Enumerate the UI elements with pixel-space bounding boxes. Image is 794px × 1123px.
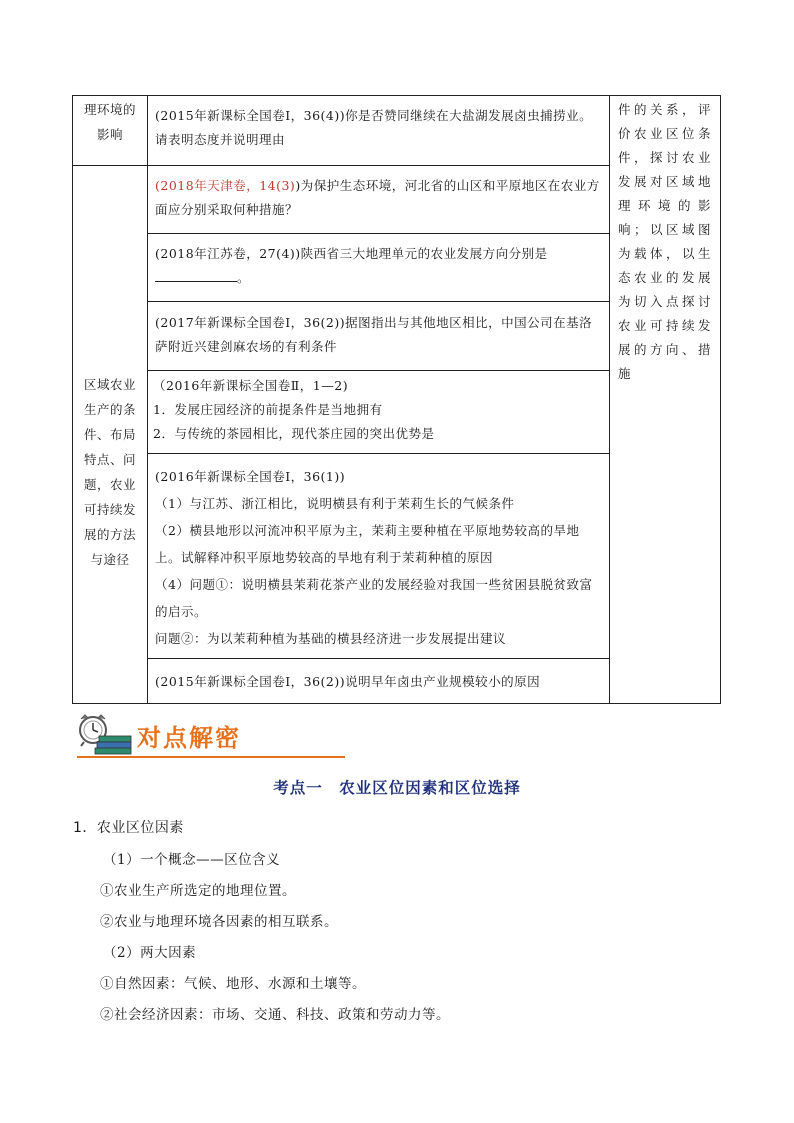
row-divider: [147, 453, 610, 454]
content-line: ②社会经济因素：市场、交通、科技、政策和劳动力等。: [100, 1007, 450, 1023]
question-text: )为保护生态环境，河北省的山区和平原地区在农业方面应分别采取何种措施？: [155, 178, 600, 217]
content-line: ①农业生产所选定的地理位置。: [100, 883, 296, 899]
content-line: （2）两大因素: [103, 945, 197, 961]
row-divider: [147, 233, 610, 234]
row-divider: [147, 658, 610, 659]
row-divider: [147, 370, 610, 371]
question-cell: [155, 463, 605, 652]
question-cell: [153, 374, 605, 446]
table-border-top: [72, 95, 721, 96]
banner-underline: [77, 756, 345, 758]
table-border-right: [720, 95, 721, 704]
question-item: 1．发展庄园经济的前提条件是当地拥有: [153, 402, 383, 417]
row-divider: [72, 165, 610, 166]
content-line: ①自然因素：气候、地形、水源和土壤等。: [100, 976, 366, 992]
exam-question-table: [72, 95, 721, 704]
section-banner: [73, 712, 273, 762]
topic-cell-agriculture-conditions: 区域农业生产的条件、布局特点、问题，农业可持续发展的方法与途径: [83, 377, 136, 567]
content-line: （1）一个概念——区位含义: [103, 852, 281, 868]
question-item: （2）横县地形以河流冲积平原为主，茉莉主要种植在平原地势较高的旱地上。试解释冲积平原地势较高的旱地有利于茉莉种植的原因: [155, 523, 580, 565]
question-cell: (2015年新课标全国卷Ⅰ，36(2))说明早年卤虫产业规模较小的原因: [155, 674, 541, 689]
question-text-end: 。: [237, 270, 251, 285]
question-cell: (2017年新课标全国卷Ⅰ，36(2))据图指出与其他地区相比，中国公司在基洛萨附近兴建剑麻农场的有利条件: [155, 315, 593, 354]
question-text: (2018年江苏卷，27(4))陕西省三大地理单元的农业发展方向分别是: [155, 246, 548, 261]
question-item: （1）与江苏、浙江相比，说明横县有利于茉莉生长的气候条件: [155, 496, 515, 511]
question-item: 问题②：为以茉莉种植为基础的横县经济进一步发展提出建议: [155, 631, 507, 646]
question-cell: [155, 242, 605, 290]
column-divider-right: [609, 95, 610, 704]
highlighted-source: (2018年天津卷，14(3): [155, 178, 296, 193]
question-item: 2．与传统的茶园相比，现代茶庄园的突出优势是: [153, 426, 435, 441]
row-divider: [147, 301, 610, 302]
section-title: 考点一 农业区位因素和区位选择: [273, 779, 521, 797]
question-cell: (2015年新课标全国卷Ⅰ，36(4))你是否赞同继续在大盐湖发展卤虫捕捞业。请表明态度并说明理由: [155, 108, 593, 147]
table-border-bottom: [72, 703, 721, 704]
alarm-clock-books-icon: [73, 712, 135, 758]
banner-title: 对点解密: [137, 724, 241, 752]
answer-blank: [155, 269, 237, 282]
table-border-left: [72, 95, 73, 704]
column-divider-left: [147, 95, 148, 704]
exam-requirement-cell: 件的关系，评价农业区位条件，探讨农业发展对区域地理环境的影响；以区域图为载体，以生态农业的发展为切入点探讨农业可持续发展的方向、措施: [618, 102, 712, 381]
question-item: （4）问题①：说明横县茉莉花茶产业的发展经验对我国一些贫困县脱贫致富的启示。: [155, 577, 593, 619]
heading-location-factors: 1．农业区位因素: [73, 820, 184, 836]
question-source: （2016年新课标全国卷Ⅱ，1—2): [153, 378, 349, 393]
content-line: ②农业与地理环境各因素的相互联系。: [100, 914, 338, 930]
question-source: (2016年新课标全国卷Ⅰ，36(1)): [155, 469, 346, 484]
topic-cell-environment-impact: 理环境的影响: [83, 102, 136, 142]
question-cell: [155, 174, 605, 222]
